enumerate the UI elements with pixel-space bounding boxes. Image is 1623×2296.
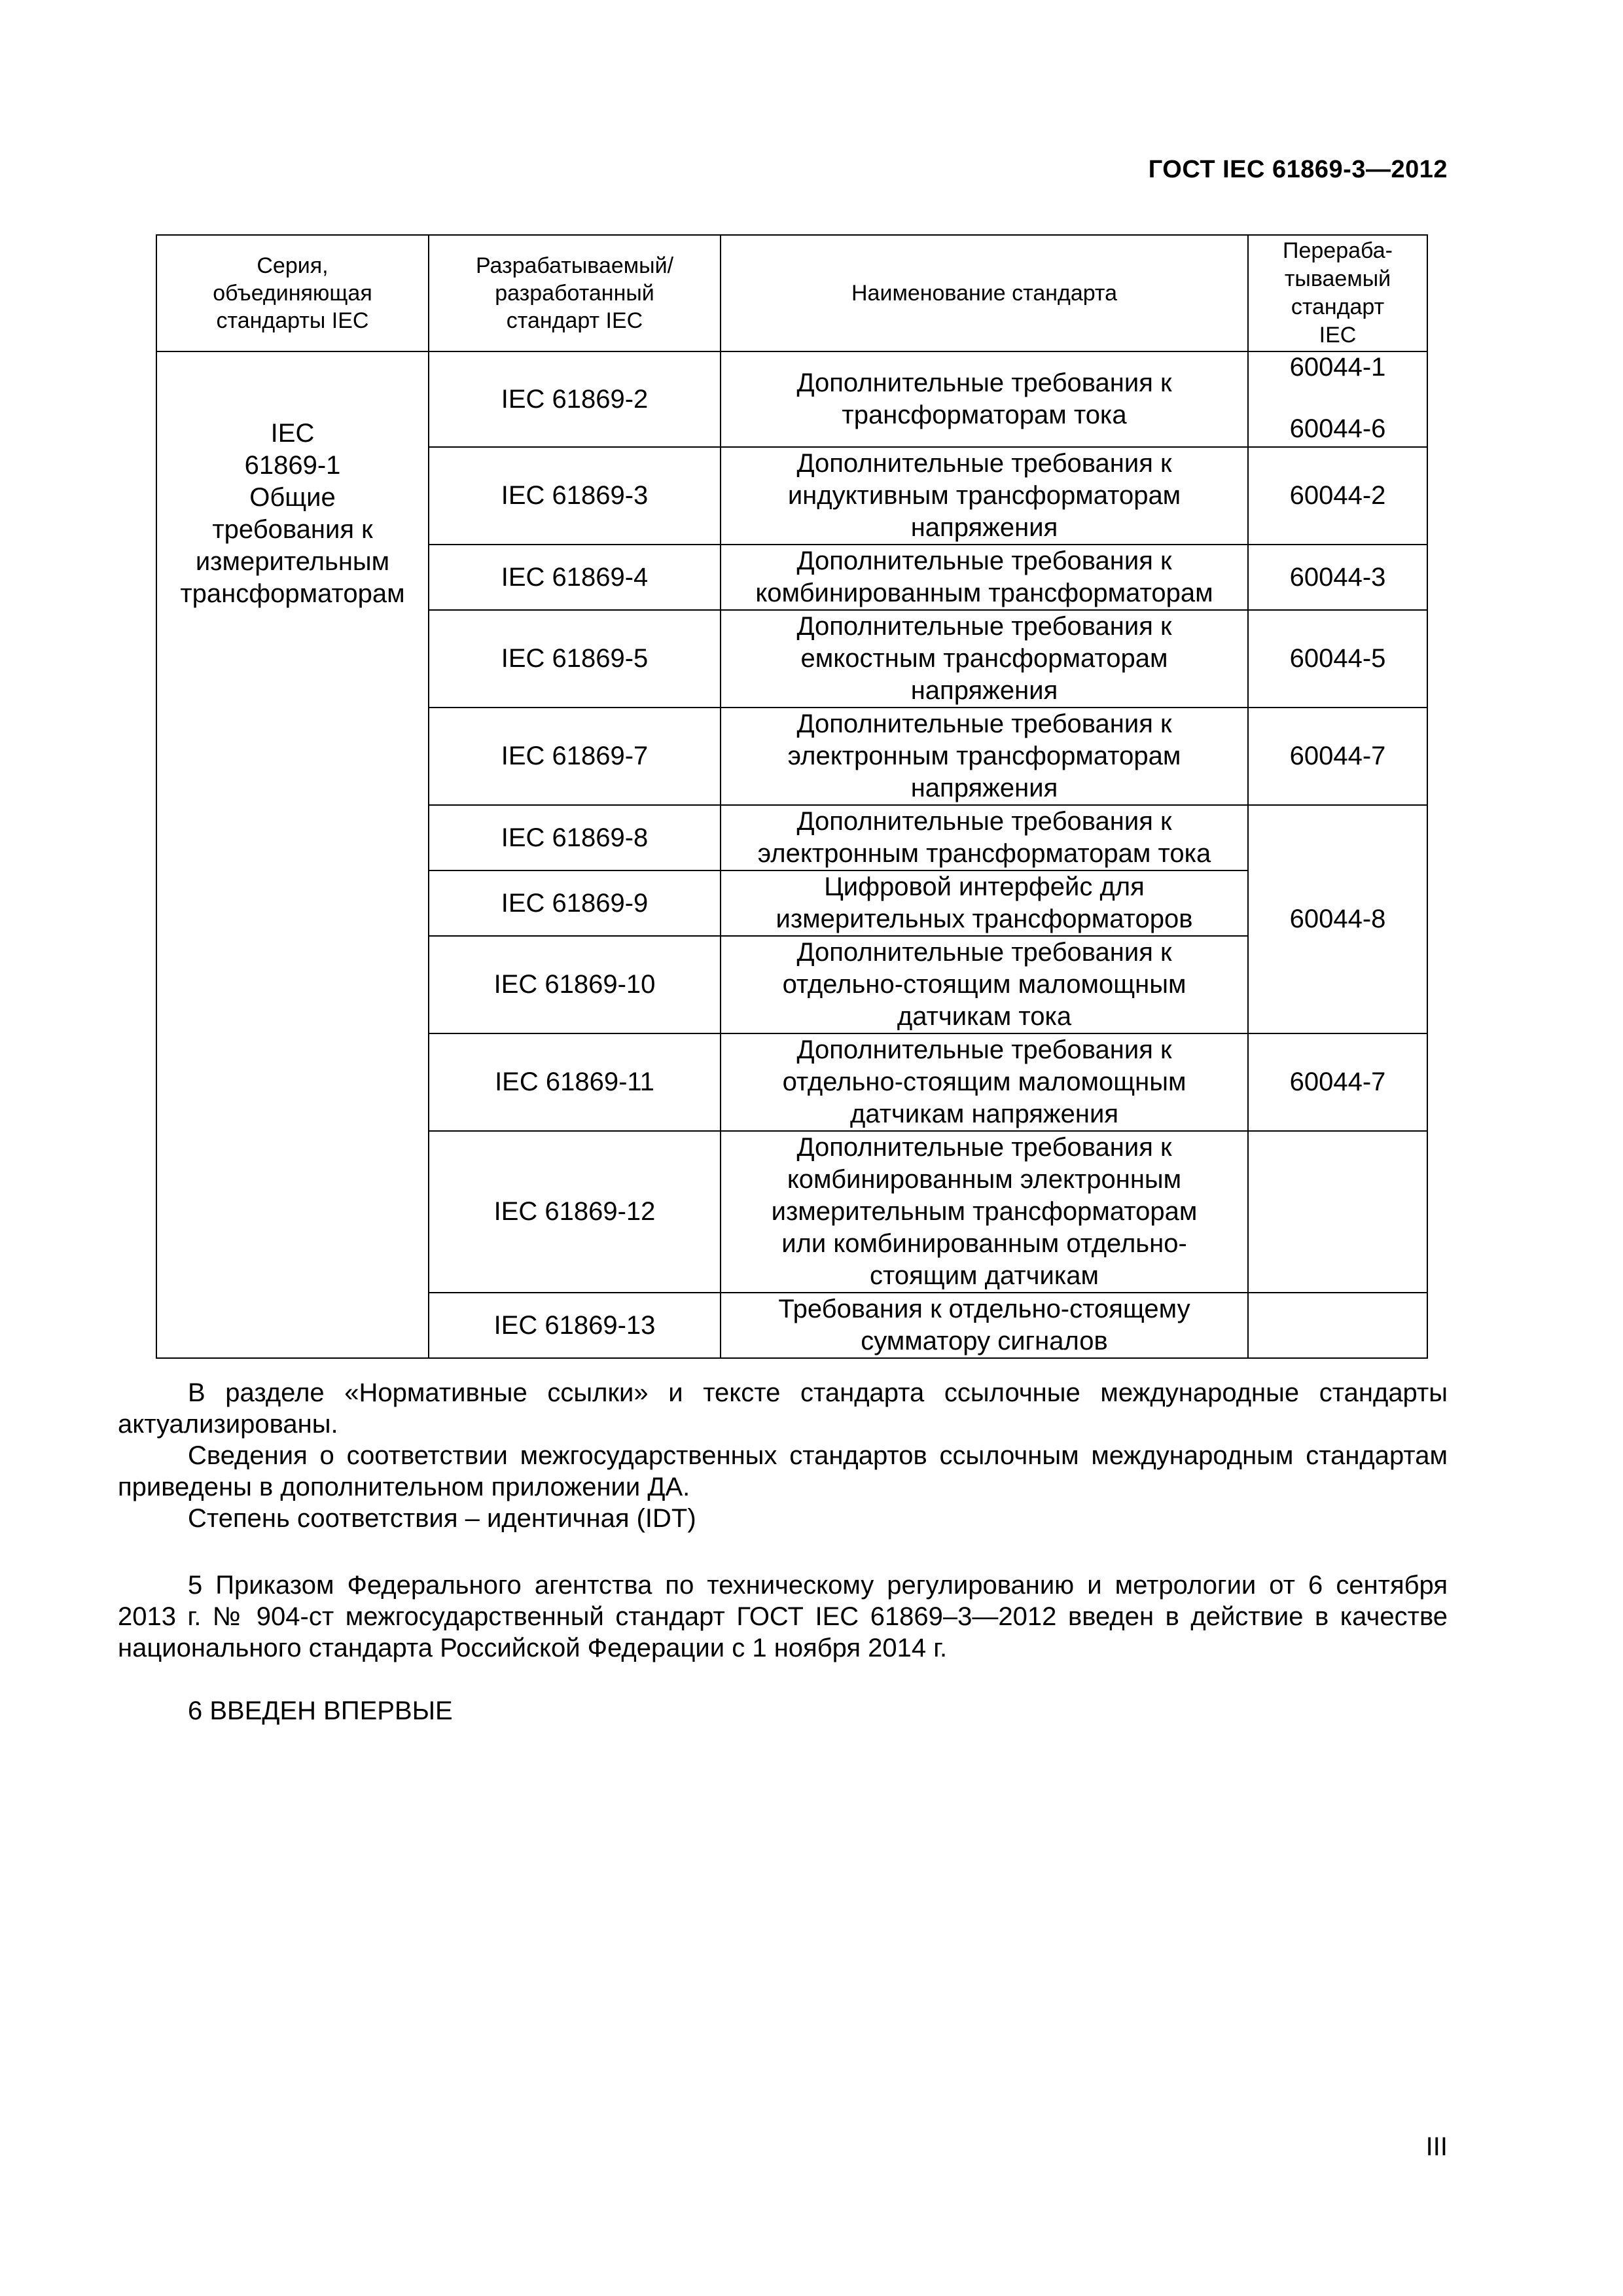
standard-name-cell: Дополнительные требования к электронным трансформаторам напряжения: [721, 708, 1248, 805]
iec-standard-cell: IEC 61869-4: [429, 545, 721, 610]
revised-standard-cell: 60044-5: [1248, 610, 1427, 708]
revised-standard-cell: 60044-7: [1248, 708, 1427, 805]
revised-standard-cell: 60044-2: [1248, 447, 1427, 545]
paragraph-degree-of-correspondence: Степень соответствия – идентичная (IDT): [188, 1504, 696, 1533]
header-standard-name: Наименование стандарта: [721, 235, 1248, 351]
table-header-row: [156, 235, 1427, 351]
standard-name-cell: Дополнительные требования к комбинированным трансформаторам: [721, 545, 1248, 610]
iec-standard-cell: IEC 61869-9: [429, 870, 721, 936]
document-code-header: ГОСТ IEC 61869-3—2012: [1148, 156, 1448, 183]
iec-standard-cell: IEC 61869-2: [429, 351, 721, 447]
revised-standard-cell: 60044-1 60044-6: [1248, 351, 1427, 447]
iec-standard-cell: IEC 61869-13: [429, 1293, 721, 1358]
paragraph-order: 5 Приказом Федерального агентства по техническому регулированию и метрологии от 6 сентября 2013 г. № 904-ст межгосударственный стандарт ГОСТ IEC 61869–3—2012 введен в действие в качестве национального стандарта Российской Федерации с 1 ноября 2014 г.: [118, 1571, 1448, 1662]
paragraph-introduced-first: 6 ВВЕДЕН ВПЕРВЫЕ: [188, 1696, 453, 1725]
iec-standard-cell: IEC 61869-3: [429, 447, 721, 545]
series-cell: IEC 61869-1 Общие требования к измерительным трансформаторам: [156, 351, 429, 1358]
revised-standard-cell: [1248, 1131, 1427, 1293]
header-revised-standard: Перераба- тываемый стандарт IEC: [1248, 235, 1427, 351]
revised-standard-cell: [1248, 1293, 1427, 1358]
paragraph-correspondence-info: Сведения о соответствии межгосударственных стандартов ссылочным международным стандартам приведены в дополнительном приложении ДА.: [118, 1441, 1448, 1501]
standard-name-cell: Дополнительные требования к отдельно-стоящим маломощным датчикам тока: [721, 936, 1248, 1033]
revised-standard-cell: 60044-3: [1248, 545, 1427, 610]
standard-name-cell: Дополнительные требования к отдельно-стоящим маломощным датчикам напряжения: [721, 1033, 1248, 1131]
body-text-block: [118, 1377, 1448, 1534]
header-developed-standard: Разрабатываемый/ разработанный стандарт IEC: [429, 235, 721, 351]
page-number: III: [1425, 2132, 1448, 2161]
standard-name-cell: Дополнительные требования к индуктивным трансформаторам напряжения: [721, 447, 1248, 545]
paragraph-normative-references: В разделе «Нормативные ссылки» и тексте стандарта ссылочные международные стандарты актуализированы.: [118, 1378, 1448, 1439]
standards-table: [156, 234, 1428, 1359]
iec-standard-cell: IEC 61869-8: [429, 805, 721, 870]
standard-name-cell: Дополнительные требования к трансформаторам тока: [721, 351, 1248, 447]
iec-standard-cell: IEC 61869-12: [429, 1131, 721, 1293]
standard-name-cell: Дополнительные требования к комбинированным электронным измерительным трансформаторам или комбинированным отдельно- стоящим датчикам: [721, 1131, 1248, 1293]
standard-name-cell: Дополнительные требования к электронным трансформаторам тока: [721, 805, 1248, 870]
body-text-block-order: [118, 1570, 1448, 1664]
iec-standard-cell: IEC 61869-10: [429, 936, 721, 1033]
revised-standard-cell: 60044-8: [1248, 805, 1427, 1033]
iec-standard-cell: IEC 61869-11: [429, 1033, 721, 1131]
standard-name-cell: Требования к отдельно-стоящему сумматору сигналов: [721, 1293, 1248, 1358]
table-row: [156, 351, 1427, 447]
iec-standard-cell: IEC 61869-7: [429, 708, 721, 805]
iec-standard-cell: IEC 61869-5: [429, 610, 721, 708]
body-text-block-introduced: [118, 1695, 1448, 1727]
standard-name-cell: Дополнительные требования к емкостным трансформаторам напряжения: [721, 610, 1248, 708]
revised-standard-cell: 60044-7: [1248, 1033, 1427, 1131]
header-series: Серия, объединяющая стандарты IEC: [156, 235, 429, 351]
standard-name-cell: Цифровой интерфейс для измерительных трансформаторов: [721, 870, 1248, 936]
